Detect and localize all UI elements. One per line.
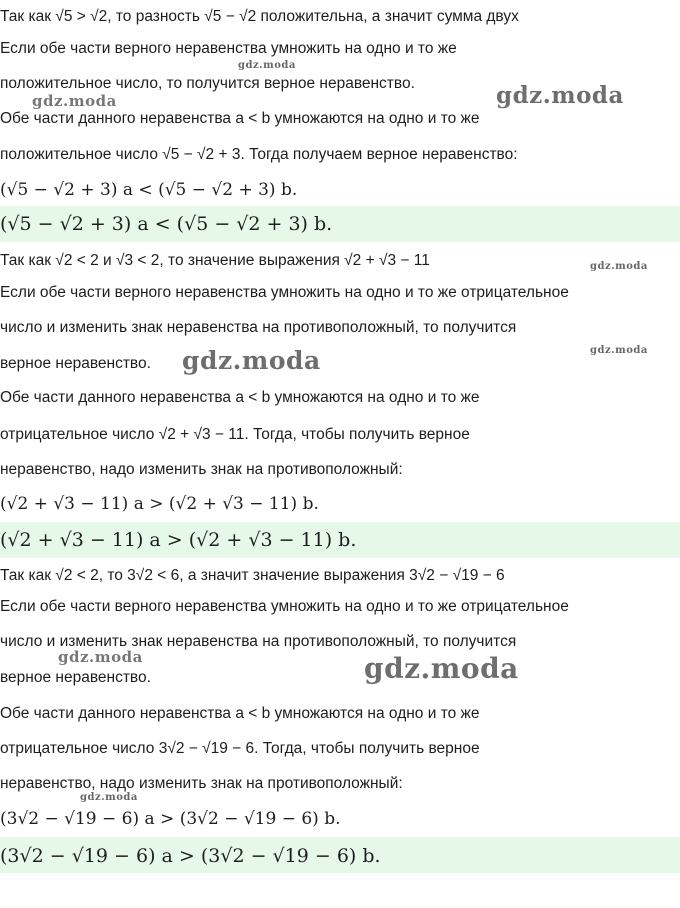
s1-line-3: положительное число, то получится верное неравенство. xyxy=(0,75,415,92)
s1-answer: (√5 − √2 + 3) a < (√5 − √2 + 3) b. xyxy=(0,213,333,235)
s3-line-5: Обе части данного неравенства a < b умножаются на одно и то же xyxy=(0,705,480,722)
s3-answer: (3√2 − √19 − 6) a > (3√2 − √19 − 6) b. xyxy=(0,845,381,867)
watermark: gdz.moda xyxy=(182,346,321,375)
s3-line-3: число и изменить знак неравенства на противоположный, то получится xyxy=(0,633,517,650)
s2-line-1: Так как √2 < 2 и √3 < 2, то значение выражения √2 + √3 − 11 xyxy=(0,252,430,269)
s3-line-7: неравенство, надо изменить знак на противоположный: xyxy=(0,775,403,792)
watermark: gdz.moda xyxy=(590,261,648,272)
watermark: gdz.moda xyxy=(238,60,296,71)
s2-line-5: Обе части данного неравенства a < b умножаются на одно и то же xyxy=(0,389,480,406)
s3-line-6: отрицательное число 3√2 − √19 − 6. Тогда, чтобы получить верное xyxy=(0,740,480,757)
s1-inequality: (√5 − √2 + 3) a < (√5 − √2 + 3) b. xyxy=(0,180,298,200)
s1-line-2: Если обе части верного неравенства умножить на одно и то же xyxy=(0,40,457,57)
s1-line-1: Так как √5 > √2, то разность √5 − √2 положительна, а значит сумма двух xyxy=(0,8,519,25)
watermark: gdz.moda xyxy=(590,345,648,356)
s3-line-4: верное неравенство. xyxy=(0,669,151,686)
s2-answer: (√2 + √3 − 11) a > (√2 + √3 − 11) b. xyxy=(0,529,357,551)
s1-line-5: положительное число √5 − √2 + 3. Тогда получаем верное неравенство: xyxy=(0,146,518,163)
watermark: gdz.moda xyxy=(496,82,624,109)
s2-line-7: неравенство, надо изменить знак на противоположный: xyxy=(0,461,403,478)
s2-inequality: (√2 + √3 − 11) a > (√2 + √3 − 11) b. xyxy=(0,494,319,514)
s3-inequality: (3√2 − √19 − 6) a > (3√2 − √19 − 6) b. xyxy=(0,809,341,829)
s2-line-4: верное неравенство. xyxy=(0,355,151,372)
s1-line-4: Обе части данного неравенства a < b умножаются на одно и то же xyxy=(0,110,480,127)
watermark: gdz.moda xyxy=(32,92,117,110)
s3-line-2: Если обе части верного неравенства умножить на одно и то же отрицательное xyxy=(0,598,569,615)
s2-line-6: отрицательное число √2 + √3 − 11. Тогда, чтобы получить верное xyxy=(0,426,470,443)
s2-line-3: число и изменить знак неравенства на противоположный, то получится xyxy=(0,319,517,336)
watermark: gdz.moda xyxy=(80,792,138,803)
s3-line-1: Так как √2 < 2, то 3√2 < 6, а значит значение выражения 3√2 − √19 − 6 xyxy=(0,567,505,584)
s2-line-2: Если обе части верного неравенства умножить на одно и то же отрицательное xyxy=(0,284,569,301)
watermark: gdz.moda xyxy=(364,652,519,685)
watermark: gdz.moda xyxy=(58,648,143,666)
